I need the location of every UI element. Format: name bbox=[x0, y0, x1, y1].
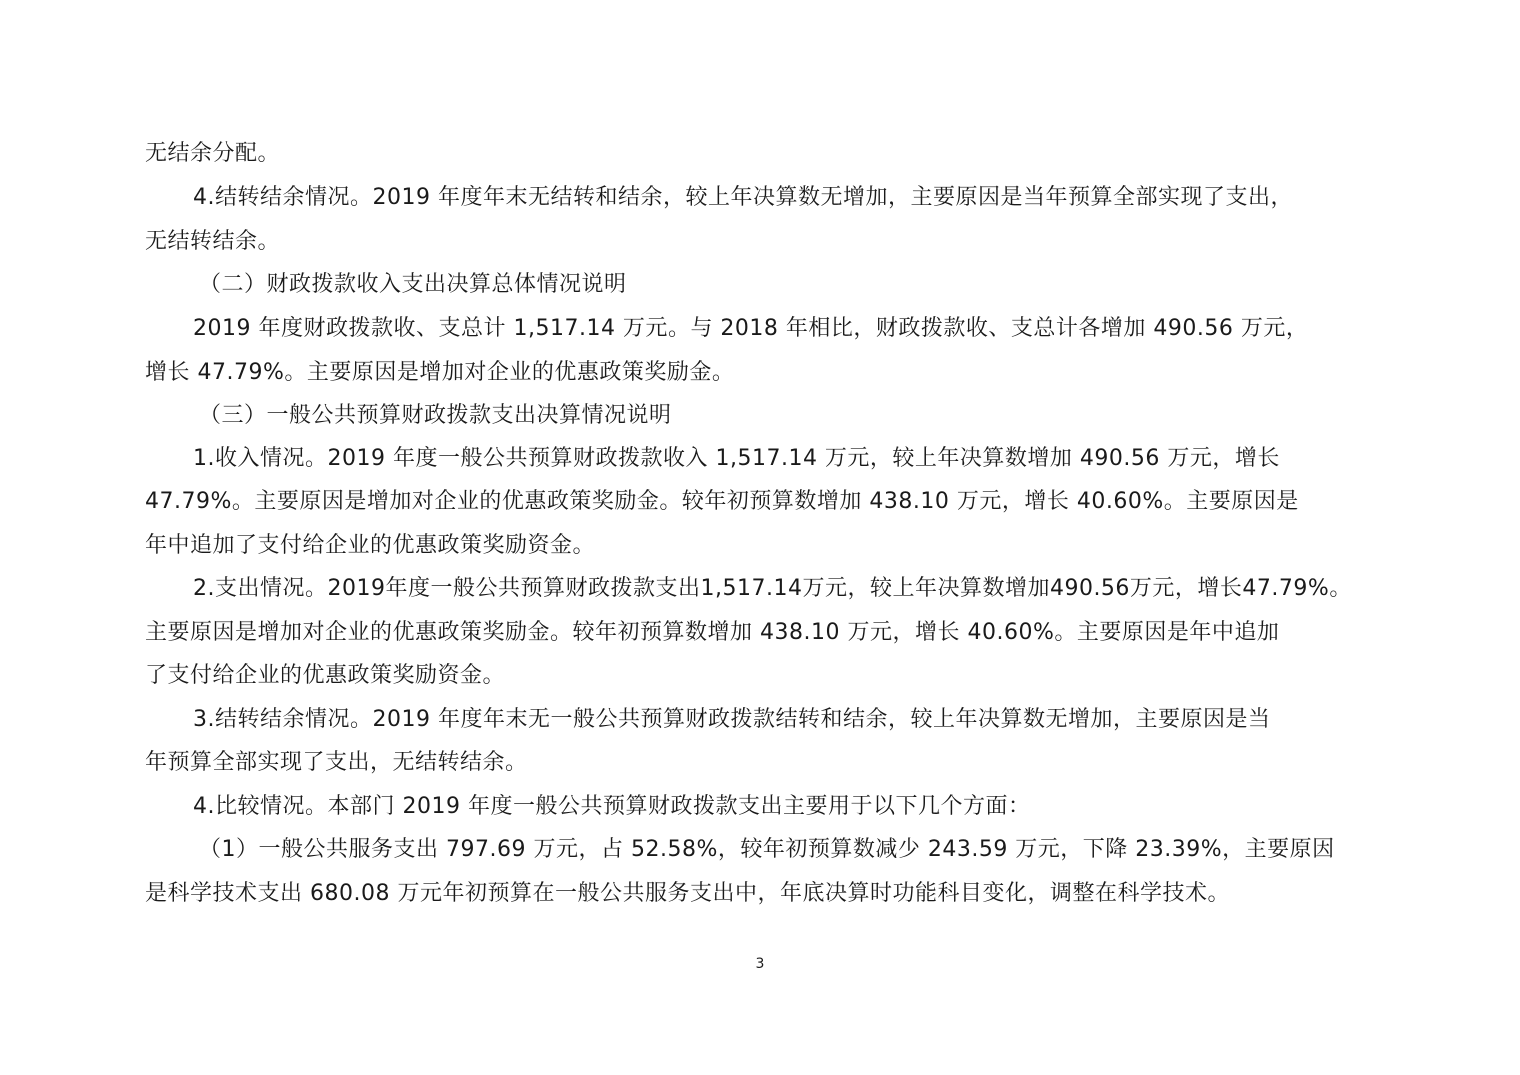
paragraph-line: 47.79%。主要原因是增加对企业的优惠政策奖励金。较年初预算数增加 438.10 万元，增长 40.60%。主要原因是 bbox=[145, 489, 1299, 514]
paragraph-line: 3.结转结余情况。2019 年度年末无一般公共预算财政拨款结转和结余，较上年决算数无增加，主要原因是当 bbox=[193, 707, 1271, 732]
paragraph-line: 主要原因是增加对企业的优惠政策奖励金。较年初预算数增加 438.10 万元，增长 40.60%。主要原因是年中追加 bbox=[145, 620, 1280, 645]
paragraph-line: 2019 年度财政拨款收、支总计 1,517.14 万元。与 2018 年相比，财政拨款收、支总计各增加 490.56 万元， bbox=[193, 316, 1309, 341]
paragraph-line: 增长 47.79%。主要原因是增加对企业的优惠政策奖励金。 bbox=[145, 360, 735, 385]
section-heading: （二）财政拨款收入支出决算总体情况说明 bbox=[199, 272, 627, 297]
paragraph-line: （1）一般公共服务支出 797.69 万元，占 52.58%，较年初预算数减少 243.59 万元，下降 23.39%，主要原因 bbox=[199, 837, 1335, 862]
page-number: 3 bbox=[755, 956, 765, 972]
paragraph-line: 4.结转结余情况。2019 年度年末无结转和结余，较上年决算数无增加，主要原因是当年预算全部实现了支出， bbox=[193, 185, 1293, 210]
paragraph-line: 年中追加了支付给企业的优惠政策奖励资金。 bbox=[145, 533, 596, 558]
paragraph-line: 了支付给企业的优惠政策奖励资金。 bbox=[145, 663, 506, 688]
paragraph-line: 2.支出情况。2019年度一般公共预算财政拨款支出1,517.14万元，较上年决算数增加490.56万元，增长47.79%。 bbox=[193, 576, 1352, 601]
paragraph-line: 是科学技术支出 680.08 万元年初预算在一般公共服务支出中，年底决算时功能科目变化，调整在科学技术。 bbox=[145, 881, 1230, 906]
paragraph-line: 无结转结余。 bbox=[145, 229, 281, 254]
paragraph-line: 4.比较情况。本部门 2019 年度一般公共预算财政拨款支出主要用于以下几个方面： bbox=[193, 794, 1031, 819]
paragraph-line: 无结余分配。 bbox=[145, 141, 281, 166]
paragraph-line: 1.收入情况。2019 年度一般公共预算财政拨款收入 1,517.14 万元，较上年决算数增加 490.56 万元，增长 bbox=[193, 446, 1280, 471]
section-heading: （三）一般公共预算财政拨款支出决算情况说明 bbox=[199, 403, 672, 428]
paragraph-line: 年预算全部实现了支出，无结转结余。 bbox=[145, 750, 528, 775]
